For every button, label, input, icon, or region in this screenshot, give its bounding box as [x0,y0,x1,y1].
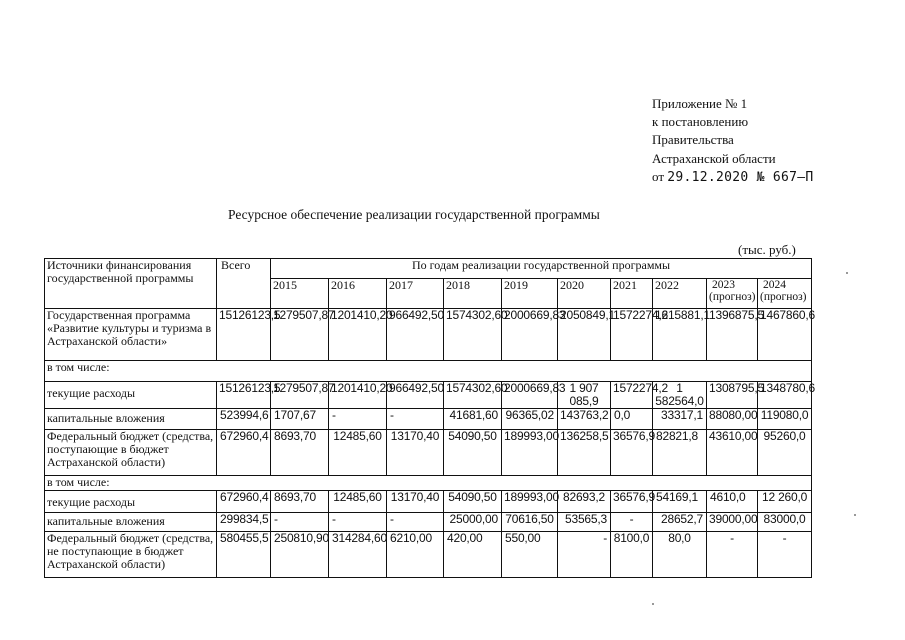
header-row-1 [45,259,812,279]
cell-2021: 36576,9 [611,491,653,513]
table-row-incl-2 [45,476,812,491]
row-label: капитальные вложения [45,513,217,532]
appendix-line-4: Астраханской области [652,150,776,166]
cell-2021: - [611,513,653,532]
cell-2015: - [271,513,329,532]
cell-2024: 1348780,6 [758,382,812,409]
cell-2015: 1279507,87 [271,382,329,409]
header-year: 2016 [329,279,387,309]
cell-2023: 43610,00 [707,430,758,476]
header-year: 2022 [653,279,707,309]
row-label: текущие расходы [45,382,217,409]
cell-2016: 1201410,20 [329,382,387,409]
cell-2015: 250810,90 [271,532,329,578]
row-total: 523994,6 [217,409,271,430]
units-label: (тыс. руб.) [738,242,796,257]
cell-2021: 1572274,2 [611,309,653,361]
table-row-capital-1 [45,409,812,430]
row-label: капитальные вложения [45,409,217,430]
cell-2015: 8693,70 [271,430,329,476]
cell-2019: 189993,00 [502,491,558,513]
cell-2024: 83000,0 [758,513,812,532]
header-total: Всего [217,259,271,309]
table-row-capital-2 [45,513,812,532]
cell-2023: 1308795,5 [707,382,758,409]
cell-2023: - [707,532,758,578]
cell-2019: 2000669,83 [502,309,558,361]
cell-2018: 420,00 [444,532,502,578]
table-row-federal [45,430,812,476]
header-by-years: По годам реализации государственной программы [271,259,812,279]
table-row-current-2 [45,491,812,513]
header-year: 2020 [558,279,611,309]
header-year: 2018 [444,279,502,309]
cell-2017: 6210,00 [387,532,444,578]
cell-2017: 966492,50 [387,382,444,409]
cell-2024: 1467860,6 [758,309,812,361]
cell-2023: 4610,0 [707,491,758,513]
cell-2021: 8100,0 [611,532,653,578]
row-total: 15126123,5 [217,309,271,361]
header-year-2023 [707,279,758,309]
cell-2020: 136258,5 [558,430,611,476]
cell-2020: - [558,532,611,578]
table-row-federal-not [45,532,812,578]
row-total: 299834,5 [217,513,271,532]
appendix-date-line [652,168,814,187]
cell-2019: 550,00 [502,532,558,578]
appendix-date-prefix: от [652,168,665,184]
cell-2024: 12 260,0 [758,491,812,513]
scan-speck [846,272,848,274]
cell-2023: 88080,00 [707,409,758,430]
cell-2016: - [329,513,387,532]
cell-2017: 966492,50 [387,309,444,361]
header-forecast-2023: (прогноз) [709,291,756,303]
cell-2019: 2000669,83 [502,382,558,409]
scan-speck [854,514,856,516]
header-year-2023-label: 2023 [712,279,735,291]
cell-2020: 53565,3 [558,513,611,532]
header-year-2024-label: 2024 [763,279,786,291]
cell-2020: 82693,2 [558,491,611,513]
row-total: 672960,4 [217,491,271,513]
resource-table [44,258,815,578]
cell-2022: 82821,8 [653,430,707,476]
cell-2016: 1201410,20 [329,309,387,361]
cell-2016: 12485,60 [329,430,387,476]
row-subheading: в том числе: [45,476,812,491]
appendix-line-2: к постановлению [652,114,749,130]
cell-2018: 1574302,60 [444,309,502,361]
appendix-line-3: Правительства [652,132,734,148]
cell-2020: 2050849,1 [558,309,611,361]
cell-2022: 33317,1 [653,409,707,430]
header-year: 2021 [611,279,653,309]
cell-2019: 96365,02 [502,409,558,430]
cell-2018: 41681,60 [444,409,502,430]
row-total: 580455,5 [217,532,271,578]
cell-2020: 1 907 085,9 [558,382,611,409]
header-year: 2017 [387,279,444,309]
cell-2022: 54169,1 [653,491,707,513]
header-year-2024 [758,279,812,309]
cell-2023: 39000,00 [707,513,758,532]
cell-2018: 54090,50 [444,430,502,476]
header-year: 2019 [502,279,558,309]
cell-2017: 13170,40 [387,430,444,476]
cell-2018: 1574302,60 [444,382,502,409]
row-label: Государственная программа «Развитие культуры и туризма в Астраханской области» [45,309,217,361]
cell-2024: 95260,0 [758,430,812,476]
cell-2018: 54090,50 [444,491,502,513]
appendix-block [652,95,814,187]
document-title: Ресурсное обеспечение реализации государственной программы [228,207,600,222]
cell-2024: - [758,532,812,578]
header-year: 2015 [271,279,329,309]
row-total: 15126123,5 [217,382,271,409]
cell-2017: - [387,513,444,532]
row-subheading: в том числе: [45,361,812,382]
cell-2022: 1 582564,0 [653,382,707,409]
cell-2017: - [387,409,444,430]
cell-2015: 1707,67 [271,409,329,430]
cell-2023: 1396875,5 [707,309,758,361]
cell-2021: 1572274,2 [611,382,653,409]
header-forecast-2024: (прогноз) [760,291,807,303]
table-row-incl-1 [45,361,812,382]
header-source: Источники финансирования государственной программы [45,259,217,309]
appendix-line-1: Приложение № 1 [652,96,748,111]
cell-2022: 28652,7 [653,513,707,532]
row-total: 672960,4 [217,430,271,476]
scan-speck [652,603,654,605]
cell-2017: 13170,40 [387,491,444,513]
cell-2024: 119080,0 [758,409,812,430]
cell-2022: 80,0 [653,532,707,578]
table-row-program [45,309,812,361]
cell-2016: 314284,60 [329,532,387,578]
cell-2015: 1279507,87 [271,309,329,361]
cell-2016: - [329,409,387,430]
appendix-date-number: 29.12.2020 № 667–П [667,169,814,185]
cell-2021: 36576,9 [611,430,653,476]
cell-2015: 8693,70 [271,491,329,513]
cell-2019: 70616,50 [502,513,558,532]
row-label: Федеральный бюджет (средства, поступающие в бюджет Астраханской области) [45,430,217,476]
cell-2021: 0,0 [611,409,653,430]
cell-2022: 1615881,1 [653,309,707,361]
cell-2019: 189993,00 [502,430,558,476]
row-label: текущие расходы [45,491,217,513]
row-label: Федеральный бюджет (средства, не поступающие в бюджет Астраханской области) [45,532,217,578]
cell-2018: 25000,00 [444,513,502,532]
cell-2016: 12485,60 [329,491,387,513]
cell-2020: 143763,2 [558,409,611,430]
table-row-current-1 [45,382,812,409]
